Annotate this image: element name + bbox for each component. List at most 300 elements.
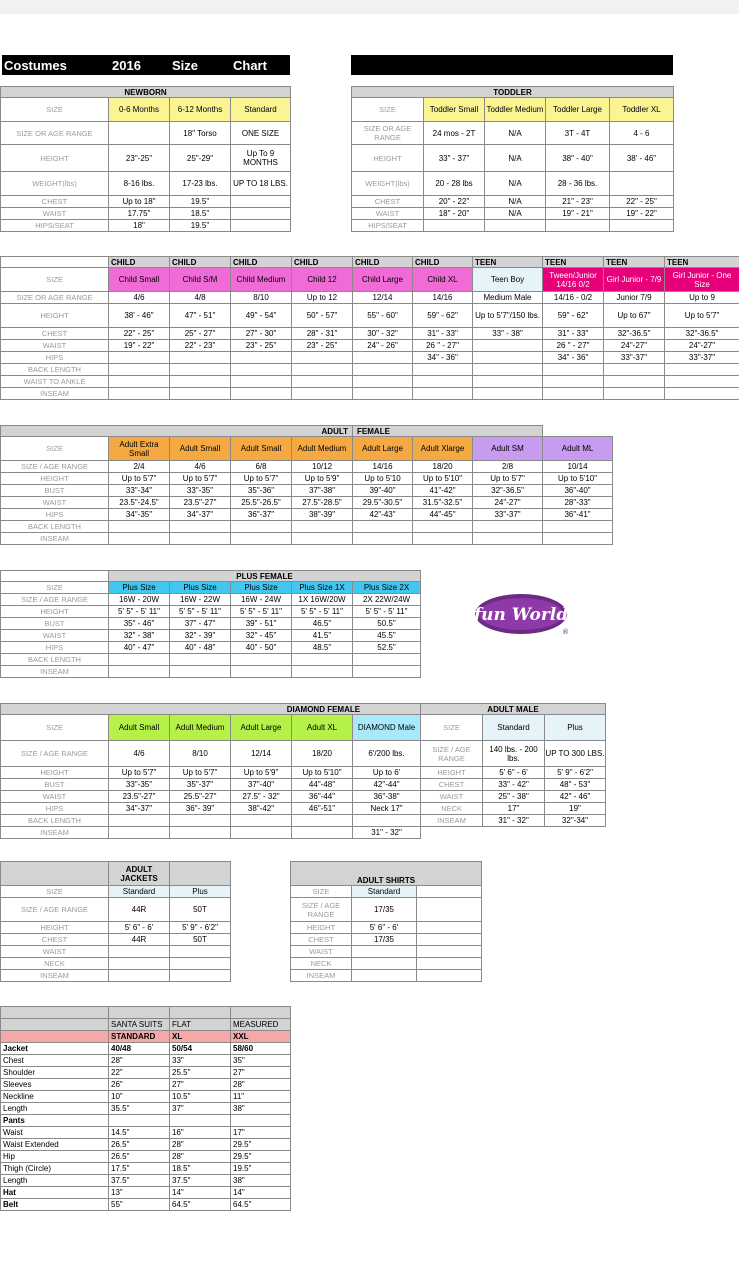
cell: 36"-37" [231, 509, 292, 521]
cell [292, 388, 353, 400]
row-label: Plus [170, 886, 231, 898]
cell: 28" [170, 1139, 231, 1151]
cell: 19" - 22" [610, 208, 674, 220]
cell: 40" - 47" [109, 642, 170, 654]
table-row [1, 521, 613, 533]
chart-title-bar [2, 55, 290, 75]
cell: Up to 9 [665, 292, 739, 304]
cell: 35" - 46" [109, 618, 170, 630]
cell: Up to 5'10 [353, 473, 413, 485]
cell [417, 922, 482, 934]
row-label: INSEAM [421, 815, 483, 827]
cell: 40/48 [109, 1043, 170, 1055]
jackets-header: ADULT JACKETS [109, 862, 170, 886]
cell: 33"-37" [665, 352, 739, 364]
table-row [1, 473, 613, 485]
adult-shirts-table [290, 861, 482, 982]
table-row [291, 958, 482, 970]
cell: 17" [231, 1127, 291, 1139]
cell [231, 364, 292, 376]
cell: Child Medium [231, 268, 292, 292]
table-row [1, 1199, 291, 1211]
cell: Up to 5'9" [292, 473, 353, 485]
row-label: Plus [545, 715, 606, 741]
cell: 140 lbs. - 200 lbs. [483, 741, 545, 767]
cell: 36"-41" [543, 509, 613, 521]
row-label: CHEST [1, 196, 109, 208]
cell: 23.5"-27" [170, 497, 231, 509]
cell: Adult XL [292, 715, 353, 741]
cell: 18/20 [413, 461, 473, 473]
cell: 37" - 47" [170, 618, 231, 630]
row-label: INSEAM [1, 533, 109, 545]
cell: 5' 9" - 6'2" [170, 922, 231, 934]
cell: 18.5" [170, 1163, 231, 1175]
cell: Up to 67" [604, 304, 665, 328]
cell: 18" - 20" [424, 208, 485, 220]
cell: 37"-40" [231, 779, 292, 791]
cell: 17" [483, 803, 545, 815]
cell: 22" [109, 1067, 170, 1079]
cell [231, 376, 292, 388]
cell [109, 388, 170, 400]
cell: 38" - 40" [546, 145, 610, 172]
row-label: SIZE [421, 715, 483, 741]
cell: 58/60 [231, 1043, 291, 1055]
cell [170, 1115, 231, 1127]
cell: ONE SIZE [231, 122, 291, 145]
row-label: WEIGHT(lbs) [1, 172, 109, 196]
row-label: BACK LENGTH [1, 654, 109, 666]
cell: 48.5" [292, 642, 353, 654]
row-label: WAIST [1, 340, 109, 352]
row-label: HEIGHT [352, 145, 424, 172]
cell: 41.5" [292, 630, 353, 642]
cell: UP TO 18 LBS. [231, 172, 291, 196]
cell: 37"-38" [292, 485, 353, 497]
cell: 44R [109, 898, 170, 922]
table-row [1, 1055, 291, 1067]
cell [610, 220, 674, 232]
cell: 31" - 32" [353, 827, 421, 839]
newborn-table [0, 86, 291, 232]
cell: Shoulder [1, 1067, 109, 1079]
group-header: TEEN [604, 257, 665, 268]
cell: 20 - 28 lbs [424, 172, 485, 196]
cell: Neckline [1, 1091, 109, 1103]
cell: Plus Size 1X [292, 582, 353, 594]
cell: 38" [231, 1175, 291, 1187]
cell: 32"-34" [545, 815, 606, 827]
row-label: INSEAM [1, 666, 109, 678]
row-label: SIZE / AGE RANGE [1, 594, 109, 606]
cell: 33" - 42" [483, 779, 545, 791]
group-header: CHILD [292, 257, 353, 268]
cell: Plus Size [170, 582, 231, 594]
cell: Adult Large [231, 715, 292, 741]
table-row [1, 779, 421, 791]
cell: Chest [1, 1055, 109, 1067]
cell: 5' 5" - 5' 11" [292, 606, 353, 618]
cell: 23" - 25" [231, 340, 292, 352]
cell: 32" - 39" [170, 630, 231, 642]
cell: Neck 17" [353, 803, 421, 815]
cell [109, 521, 170, 533]
cell [353, 388, 413, 400]
cell: 27" [170, 1079, 231, 1091]
cell: 30" - 32" [353, 328, 413, 340]
cell [413, 521, 473, 533]
cell [109, 827, 170, 839]
cell: 23.5"-27" [109, 791, 170, 803]
cell: Up to 12 [292, 292, 353, 304]
table-row [1, 304, 739, 328]
cell [292, 654, 353, 666]
cell: Girl Junior - 7/9 [604, 268, 665, 292]
table-row [1, 704, 421, 715]
table-row [1, 642, 421, 654]
cell: 25" - 38" [483, 791, 545, 803]
cell [353, 521, 413, 533]
row-label: HEIGHT [1, 304, 109, 328]
group-header: TEEN [665, 257, 739, 268]
cell [292, 376, 353, 388]
cell: 45.5" [353, 630, 421, 642]
row-label: Teen Boy [473, 268, 543, 292]
cell: 24"-27" [473, 497, 543, 509]
table-row [1, 1019, 291, 1031]
cell: 17.5" [109, 1163, 170, 1175]
cell: 10.5" [170, 1091, 231, 1103]
cell: 50T [170, 898, 231, 922]
cell: 16W - 22W [170, 594, 231, 606]
title-bar-right [351, 55, 673, 75]
cell: 23" - 25" [292, 340, 353, 352]
cell: Adult Medium [292, 437, 353, 461]
row-label: WAIST [1, 791, 109, 803]
plus-female-header: PLUS FEMALE [109, 571, 421, 582]
table-row [1, 352, 739, 364]
cell: 46.5" [292, 618, 353, 630]
cell [413, 533, 473, 545]
cell: 41"-42" [413, 485, 473, 497]
table-row [1, 934, 231, 946]
cell: 17.75" [109, 208, 170, 220]
table-row [421, 715, 606, 741]
cell [473, 388, 543, 400]
cell: 5' 5" - 5' 11" [170, 606, 231, 618]
table-row [1, 461, 613, 473]
cell: 16W - 20W [109, 594, 170, 606]
cell: 59" - 62" [413, 304, 473, 328]
cell: 21" - 23" [546, 196, 610, 208]
row-label: Standard [352, 886, 417, 898]
cell [665, 364, 739, 376]
row-label: BACK LENGTH [1, 364, 109, 376]
row-label: BACK LENGTH [1, 521, 109, 533]
cell: 26.5" [109, 1139, 170, 1151]
cell [109, 122, 170, 145]
cell: 17/35 [352, 934, 417, 946]
row-label: HIPS [1, 509, 109, 521]
cell [473, 376, 543, 388]
cell: 50" - 57" [292, 304, 353, 328]
row-label: WAIST [1, 946, 109, 958]
cell: 3T - 4T [546, 122, 610, 145]
row-label: SIZE [1, 582, 109, 594]
cell: 33"-35" [170, 485, 231, 497]
cell [610, 172, 674, 196]
cell [604, 376, 665, 388]
table-row [1, 426, 613, 437]
cell: 32" - 45" [231, 630, 292, 642]
table-row [1, 898, 231, 922]
row-label: CHEST [421, 779, 483, 791]
cell: 16W - 24W [231, 594, 292, 606]
cell: 22" - 25" [109, 328, 170, 340]
cell: 50/54 [170, 1043, 231, 1055]
row-label: WAIST [421, 791, 483, 803]
cell: 5' 6" - 6' [109, 922, 170, 934]
cell: 2X 22W/24W [353, 594, 421, 606]
cell [231, 208, 291, 220]
cell [665, 376, 739, 388]
cell: 33" - 37" [424, 145, 485, 172]
cell: UP TO 300 LBS. [545, 741, 606, 767]
cell: Belt [1, 1199, 109, 1211]
table-row [1, 803, 421, 815]
santa-header: FLAT [170, 1019, 231, 1031]
newborn-header: NEWBORN [1, 87, 291, 98]
cell [353, 352, 413, 364]
cell [413, 364, 473, 376]
cell: 33" - 38" [473, 328, 543, 340]
row-label: SIZE [352, 98, 424, 122]
cell: 32"-36.5" [604, 328, 665, 340]
size-cell: Toddler Large [546, 98, 610, 122]
row-label: NECK [1, 958, 109, 970]
cell [292, 827, 353, 839]
cell: N/A [485, 208, 546, 220]
cell: Adult Large [353, 437, 413, 461]
cell: 36"-38" [353, 791, 421, 803]
table-row [1, 328, 739, 340]
cell: 2/8 [473, 461, 543, 473]
row-label: HEIGHT [1, 606, 109, 618]
cell: 49" - 54" [231, 304, 292, 328]
cell [473, 352, 543, 364]
cell [170, 388, 231, 400]
row-label: HEIGHT [1, 145, 109, 172]
cell: Hip [1, 1151, 109, 1163]
cell: 19.5" [170, 196, 231, 208]
table-row [1, 437, 613, 461]
cell [353, 666, 421, 678]
diamond-female-table [0, 703, 421, 839]
row-label: HIPS [1, 352, 109, 364]
cell: 6/8 [231, 461, 292, 473]
size-cell: Toddler Medium [485, 98, 546, 122]
browser-top-strip [0, 0, 739, 14]
cell: Adult Small [231, 437, 292, 461]
cell [417, 898, 482, 922]
cell: 10" [109, 1091, 170, 1103]
cell [231, 388, 292, 400]
cell [352, 958, 417, 970]
row-label: HEIGHT [1, 473, 109, 485]
cell [543, 521, 613, 533]
cell [170, 666, 231, 678]
table-row [1, 1163, 291, 1175]
cell [473, 340, 543, 352]
cell: 44R [109, 934, 170, 946]
table-row [421, 815, 606, 827]
cell [109, 376, 170, 388]
cell: Child XL [413, 268, 473, 292]
cell [170, 970, 231, 982]
santa-header: MEASURED [231, 1019, 291, 1031]
cell: 52.5" [353, 642, 421, 654]
cell: 31" - 33" [543, 328, 604, 340]
cell: 26.5" [109, 1151, 170, 1163]
cell: N/A [485, 172, 546, 196]
row-label: BUST [1, 618, 109, 630]
table-row [1, 815, 421, 827]
cell: 8/10 [231, 292, 292, 304]
table-row [1, 497, 613, 509]
cell: 39"-40" [353, 485, 413, 497]
table-row [291, 970, 482, 982]
table-row [1, 364, 739, 376]
cell: 27.5"-28.5" [292, 497, 353, 509]
cell [170, 352, 231, 364]
cell: Up to 5'10" [413, 473, 473, 485]
row-label: WAIST [1, 497, 109, 509]
cell: 19" [545, 803, 606, 815]
blank-cell [170, 1007, 231, 1019]
cell: 48" - 53" [545, 779, 606, 791]
row-label: BUST [1, 779, 109, 791]
cell: 31" - 32" [483, 815, 545, 827]
row-label: SIZE OR AGE RANGE [1, 122, 109, 145]
svg-text:®: ® [562, 628, 569, 636]
cell: 17/35 [352, 898, 417, 922]
table-row [1, 1031, 291, 1043]
cell [543, 376, 604, 388]
table-row [1, 340, 739, 352]
table-row [1, 654, 421, 666]
cell: Up to 18" [109, 196, 170, 208]
cell: Adult Small [170, 437, 231, 461]
cell [109, 364, 170, 376]
cell: 25.5"-26.5" [231, 497, 292, 509]
cell: Up to 5'7" [109, 473, 170, 485]
cell [413, 376, 473, 388]
santa-header: SANTA SUITS [109, 1019, 170, 1031]
cell [109, 666, 170, 678]
cell [353, 376, 413, 388]
table-row [1, 827, 421, 839]
cell: 34"-37" [170, 509, 231, 521]
blank-cell [1, 862, 109, 886]
cell: 19" - 22" [109, 340, 170, 352]
cell: 14/16 [413, 292, 473, 304]
table-row [1, 571, 421, 582]
cell: 14/16 [353, 461, 413, 473]
table-row [1, 606, 421, 618]
cell: DIAMOND Male [353, 715, 421, 741]
cell: Up to 5'7" [473, 473, 543, 485]
cell: 34"-35" [109, 509, 170, 521]
row-label: SIZE [291, 886, 352, 898]
table-row [1, 618, 421, 630]
cell [604, 388, 665, 400]
cell [353, 815, 421, 827]
cell: 4/8 [170, 292, 231, 304]
cell [170, 827, 231, 839]
cell: Girl Junior - One Size [665, 268, 739, 292]
cell: 33" [170, 1055, 231, 1067]
size-cell: Toddler XL [610, 98, 674, 122]
row-label: WAIST TO ANKLE [1, 376, 109, 388]
row-label: SIZE [1, 437, 109, 461]
adult-female-table [0, 425, 613, 545]
santa-size [1, 1031, 109, 1043]
cell: 5' 5" - 5' 11" [109, 606, 170, 618]
row-label: NECK [291, 958, 352, 970]
cell: 55" - 60" [353, 304, 413, 328]
row-label: Standard [483, 715, 545, 741]
table-row [421, 741, 606, 767]
cell [292, 815, 353, 827]
row-label: SIZE OR AGE RANGE [1, 292, 109, 304]
table-row [1, 376, 739, 388]
table-row [1, 715, 421, 741]
cell: 36"-40" [543, 485, 613, 497]
cell [231, 196, 291, 208]
table-row [1, 594, 421, 606]
cell: 33"-37" [473, 509, 543, 521]
table-row [1, 533, 613, 545]
cell [231, 1115, 291, 1127]
cell: Adult Extra Small [109, 437, 170, 461]
cell: 25.5" [170, 1067, 231, 1079]
cell: 18" Torso [170, 122, 231, 145]
row-label: INSEAM [1, 388, 109, 400]
group-header: CHILD [231, 257, 292, 268]
cell [417, 886, 482, 898]
cell: 40" - 50" [231, 642, 292, 654]
cell: 14.5" [109, 1127, 170, 1139]
cell: 19.5" [231, 1163, 291, 1175]
logo-text: fun World [473, 605, 569, 625]
table-row [421, 803, 606, 815]
cell: 29.5" [231, 1151, 291, 1163]
cell [292, 666, 353, 678]
cell [231, 815, 292, 827]
cell [353, 364, 413, 376]
cell [417, 970, 482, 982]
cell: 42"-44" [353, 779, 421, 791]
blank-cell [1, 1007, 109, 1019]
table-row [1, 1115, 291, 1127]
cell: 37" [170, 1103, 231, 1115]
cell: 38' - 46" [109, 304, 170, 328]
table-row [1, 1007, 291, 1019]
cell: Adult SM [473, 437, 543, 461]
cell: Length [1, 1103, 109, 1115]
child-teen-table [0, 256, 739, 400]
